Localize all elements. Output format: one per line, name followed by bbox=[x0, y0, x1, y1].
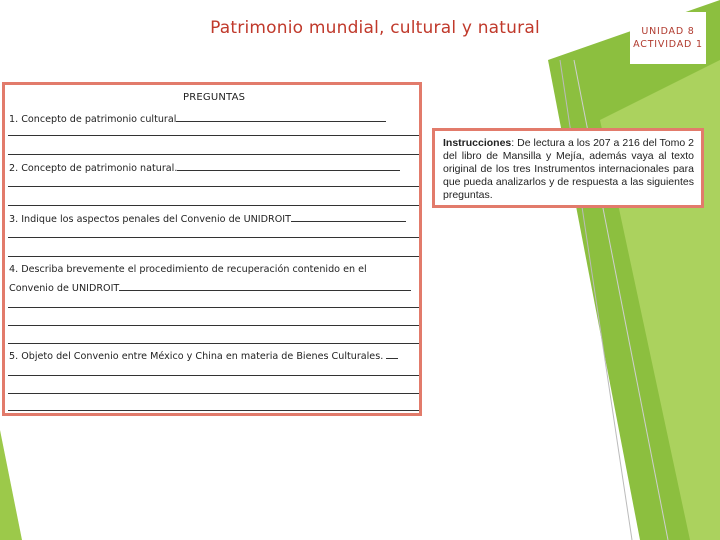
question-1 bbox=[9, 112, 386, 125]
answer-line[interactable] bbox=[8, 186, 419, 187]
answer-line[interactable] bbox=[8, 343, 419, 344]
answer-line[interactable] bbox=[8, 325, 419, 326]
answer-line[interactable] bbox=[8, 237, 419, 238]
question-3 bbox=[9, 212, 406, 225]
question-3-text: 3. Indique los aspectos penales del Convenio de UNIDROIT bbox=[9, 214, 291, 225]
question-4-line-2 bbox=[9, 281, 411, 294]
question-5-text: 5. Objeto del Convenio entre México y China en materia de Bienes Culturales. bbox=[9, 351, 384, 362]
answer-line[interactable] bbox=[8, 205, 419, 206]
answer-blank[interactable] bbox=[291, 212, 406, 222]
answer-blank[interactable] bbox=[176, 112, 386, 122]
answer-line[interactable] bbox=[8, 135, 419, 136]
questions-panel bbox=[2, 82, 422, 416]
activity-label: ACTIVIDAD 1 bbox=[633, 39, 703, 50]
question-4-text: Convenio de UNIDROIT bbox=[9, 283, 120, 294]
answer-blank[interactable] bbox=[177, 161, 400, 171]
instructions-panel bbox=[432, 128, 704, 208]
question-2 bbox=[9, 161, 400, 174]
answer-line[interactable] bbox=[8, 307, 419, 308]
question-4-line-1: 4. Describa brevemente el procedimiento de recuperación contenido en el bbox=[9, 264, 367, 275]
question-5 bbox=[9, 349, 398, 362]
instructions-text: : De lectura a los 207 a 216 del Tomo 2 del libro de Mansilla y Mejía, además vaya al texto original de los tres Instrumentos internacionales para que pueda analizarlos y de respuesta a las siguientes preguntas. bbox=[443, 137, 694, 201]
answer-line[interactable] bbox=[8, 375, 419, 376]
answer-line[interactable] bbox=[8, 154, 419, 155]
answer-line[interactable] bbox=[8, 410, 419, 411]
instructions-label: Instrucciones bbox=[443, 137, 512, 149]
answer-line[interactable] bbox=[8, 256, 419, 257]
answer-blank[interactable] bbox=[386, 349, 398, 359]
question-1-text: 1. Concepto de patrimonio cultural bbox=[9, 114, 177, 125]
answer-blank[interactable] bbox=[119, 281, 411, 291]
green-shape-left bbox=[0, 430, 22, 540]
slide-title: Patrimonio mundial, cultural y natural bbox=[210, 18, 540, 38]
answer-line[interactable] bbox=[8, 393, 419, 394]
unit-activity-box bbox=[630, 12, 706, 64]
question-2-text: 2. Concepto de patrimonio natural. bbox=[9, 163, 178, 174]
unit-label: UNIDAD 8 bbox=[641, 26, 695, 37]
questions-heading: PREGUNTAS bbox=[183, 92, 246, 103]
